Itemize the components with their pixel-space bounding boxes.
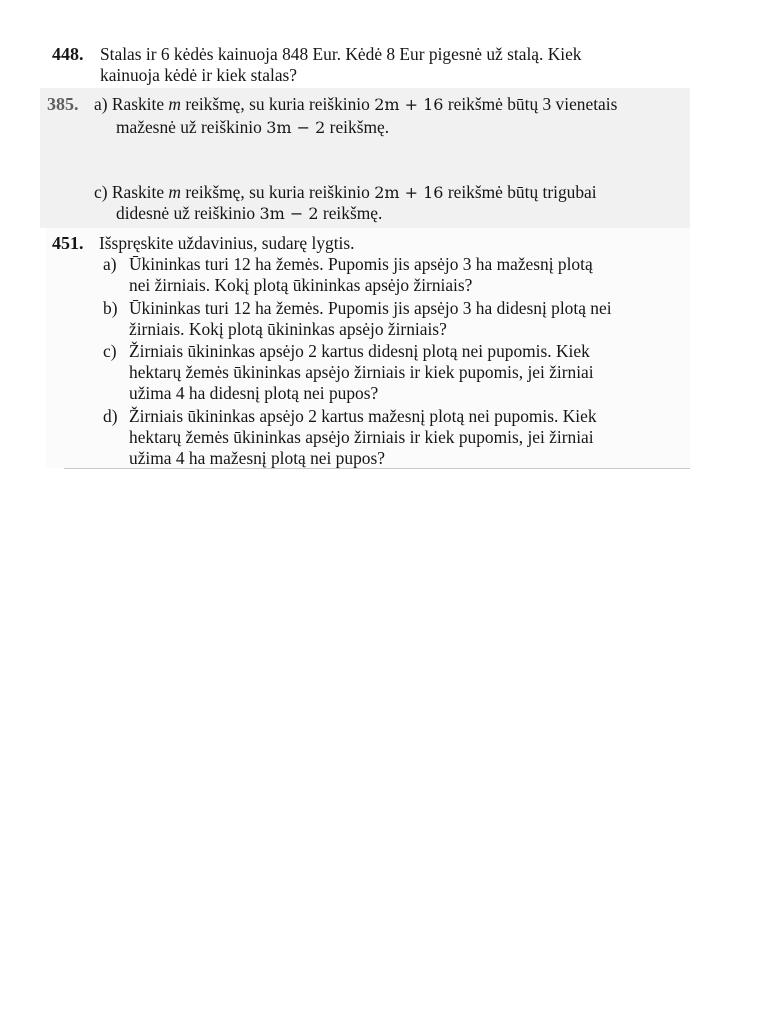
item-text-line: Ūkininkas turi 12 ha žemės. Pupomis jis apsėjo 3 ha didesnį plotą nei — [129, 298, 612, 318]
item-text-line: hektarų žemės ūkininkas apsėjo žirniais ir kiek pupomis, jei žirniai — [129, 362, 594, 382]
text: mažesnė už reiškinio — [116, 117, 262, 137]
bottom-rule — [64, 468, 690, 469]
item-text-line: užima 4 ha didesnį plotą nei pupos? — [129, 383, 379, 403]
expression: 3m − 2 — [266, 118, 326, 137]
item-text-line: nei žirniais. Kokį plotą ūkininkas apsėjo žirniais? — [129, 275, 473, 295]
expression: 3m − 2 — [259, 204, 319, 223]
item-letter: a) — [103, 254, 117, 274]
item-text-line: žirniais. Kokį plotą ūkininkas apsėjo žirniais? — [129, 319, 447, 339]
text: Raskite — [111, 182, 165, 202]
expression: 2m + 16 — [374, 95, 444, 114]
item-text-line: hektarų žemės ūkininkas apsėjo žirniais ir kiek pupomis, jei žirniai — [129, 427, 594, 447]
subproblem-c-line2 — [116, 203, 382, 224]
text: reikšmę. — [322, 203, 383, 223]
subproblem-a-line2 — [116, 117, 389, 138]
problem-intro: Išspręskite uždavinius, sudarę lygtis. — [99, 233, 355, 253]
item-letter: c) — [94, 182, 108, 202]
problem-385 — [0, 90, 768, 230]
expression: 2m + 16 — [374, 183, 444, 202]
variable-m: m — [168, 94, 181, 114]
problem-448 — [0, 40, 768, 92]
variable-m: m — [168, 182, 181, 202]
text: didesnė už reiškinio — [116, 203, 256, 223]
item-text-line: užima 4 ha mažesnį plotą nei pupos? — [129, 448, 385, 468]
text: reikšmė būtų trigubai — [447, 182, 597, 202]
item-text-line: Ūkininkas turi 12 ha žemės. Pupomis jis apsėjo 3 ha mažesnį plotą — [129, 254, 593, 274]
item-letter: b) — [103, 298, 118, 318]
subproblem-c — [94, 182, 597, 203]
problem-number: 451. — [52, 233, 84, 253]
item-letter: a) — [94, 94, 108, 114]
item-letter: c) — [103, 341, 117, 361]
text: reikšmę. — [329, 117, 390, 137]
item-text-line: Žirniais ūkininkas apsėjo 2 kartus didesnį plotą nei pupomis. Kiek — [129, 341, 590, 361]
text: reikšmė būtų 3 vienetais — [447, 94, 618, 114]
text: reikšmę, su kuria reiškinio — [185, 182, 370, 202]
problem-text-line: Stalas ir 6 kėdės kainuoja 848 Eur. Kėdė 8 Eur pigesnė už stalą. Kiek — [100, 44, 582, 64]
problem-451 — [0, 230, 768, 470]
text: Raskite — [111, 94, 165, 114]
text: reikšmę, su kuria reiškinio — [185, 94, 370, 114]
item-letter: d) — [103, 406, 118, 426]
problem-number: 385. — [47, 94, 79, 114]
problem-text-line: kainuoja kėdė ir kiek stalas? — [100, 65, 298, 85]
item-text-line: Žirniais ūkininkas apsėjo 2 kartus mažesnį plotą nei pupomis. Kiek — [129, 406, 597, 426]
problem-number: 448. — [52, 44, 84, 64]
subproblem-a — [94, 94, 617, 115]
